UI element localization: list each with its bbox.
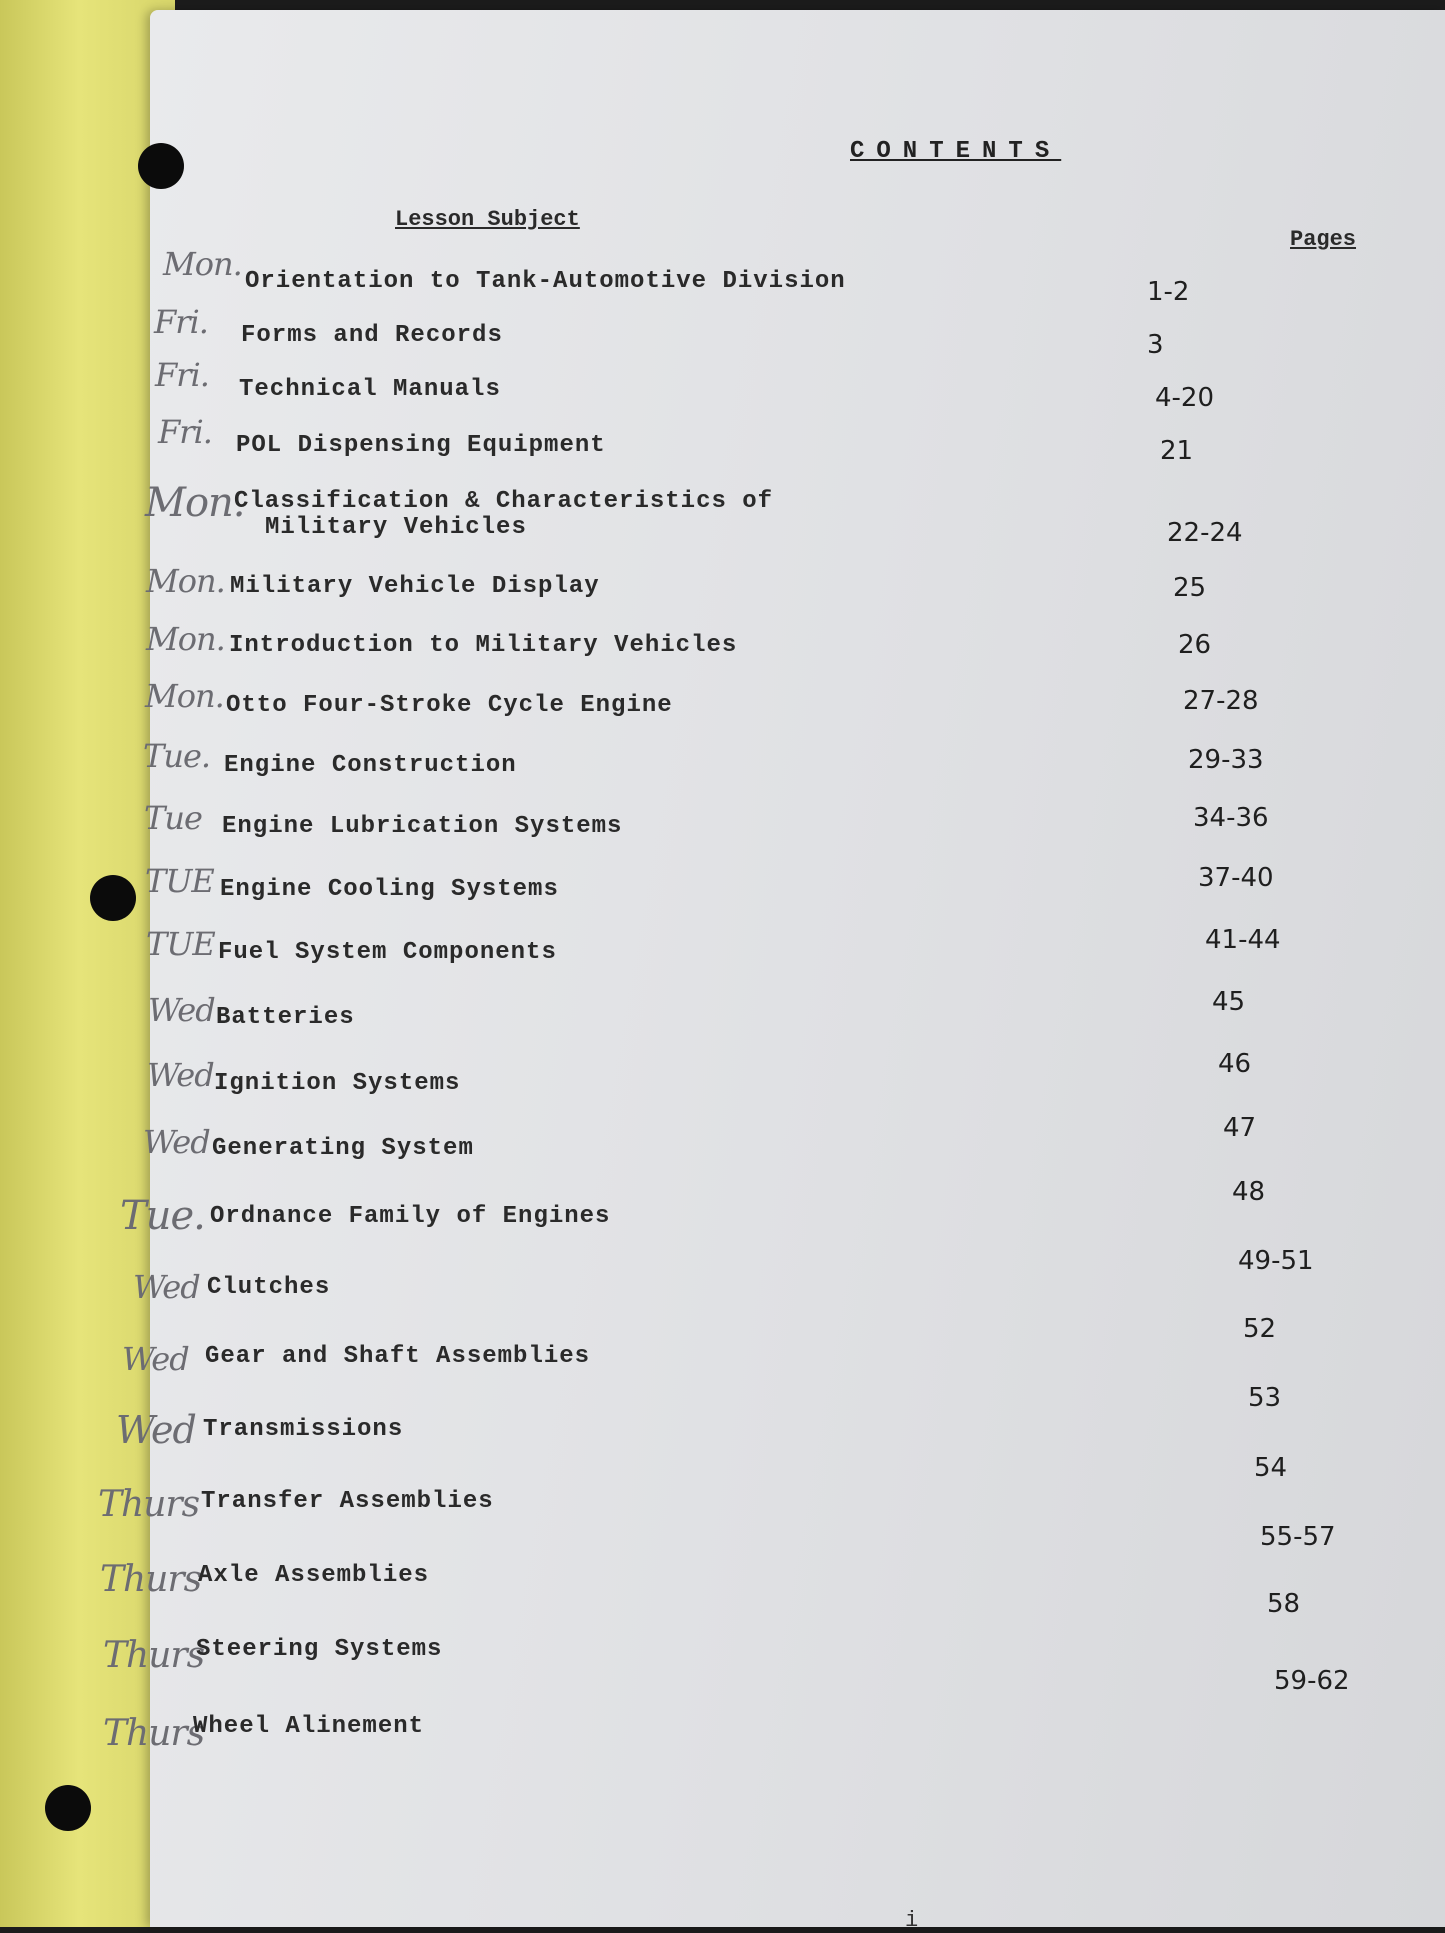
row-subject: Otto Four-Stroke Cycle Engine (226, 692, 673, 719)
row-pages: 29-33 (1188, 745, 1264, 775)
row-day: Fri. (158, 413, 212, 451)
row-day: Thurs (98, 1484, 200, 1525)
row-pages: 52 (1243, 1314, 1277, 1344)
row-subject: Wheel Alinement (193, 1713, 425, 1740)
row-subject: Introduction to Military Vehicles (229, 632, 738, 659)
row-day: Wed (147, 1056, 214, 1094)
row-pages: 21 (1160, 436, 1194, 466)
row-pages: 34-36 (1193, 803, 1269, 833)
row-pages: 22-24 (1167, 518, 1243, 548)
row-day: Tue. (143, 737, 211, 775)
row-subject: Steering Systems (196, 1636, 443, 1663)
row-day: Wed (133, 1268, 200, 1306)
row-pages: 48 (1232, 1177, 1266, 1207)
row-subject: Transfer Assemblies (201, 1488, 494, 1515)
row-subject-continued: Military Vehicles (265, 514, 527, 541)
row-pages: 47 (1223, 1113, 1257, 1143)
row-day: Thurs (100, 1559, 202, 1600)
row-subject: Classification & Characteristics of (234, 488, 774, 515)
column-header-lesson: Lesson Subject (395, 207, 580, 232)
contents-page (98, 10, 1445, 1933)
row-day: Mon. (163, 245, 242, 283)
row-subject: Ignition Systems (214, 1070, 461, 1097)
row-subject: Transmissions (203, 1416, 404, 1443)
row-day: Wed (143, 1123, 210, 1161)
row-subject: Engine Construction (224, 752, 517, 779)
row-pages: 59-62 (1274, 1666, 1350, 1696)
row-pages: 58 (1267, 1589, 1301, 1619)
column-header-pages: Pages (1290, 227, 1357, 252)
row-day: Mon. (146, 562, 225, 600)
row-day: Fri. (155, 356, 209, 394)
row-pages: 53 (1248, 1383, 1282, 1413)
row-subject: Axle Assemblies (198, 1562, 430, 1589)
row-day: TUE (146, 925, 215, 963)
row-subject: Engine Lubrication Systems (222, 813, 623, 840)
page-title: CONTENTS (850, 138, 1062, 165)
row-subject: Technical Manuals (239, 376, 501, 403)
row-day: Mon. (145, 677, 224, 715)
row-day: Wed (148, 991, 215, 1029)
punch-hole-bottom (45, 1785, 91, 1831)
row-subject: Forms and Records (241, 322, 503, 349)
row-pages: 46 (1218, 1049, 1252, 1079)
row-subject: POL Dispensing Equipment (236, 432, 606, 459)
row-day: Thurs (103, 1713, 205, 1754)
row-pages: 37-40 (1198, 863, 1274, 893)
row-day: Fri. (154, 303, 208, 341)
row-pages: 54 (1254, 1453, 1288, 1483)
row-pages: 26 (1178, 630, 1212, 660)
row-day: TUE (145, 862, 214, 900)
punch-hole-middle (90, 875, 136, 921)
row-pages: 27-28 (1183, 686, 1259, 716)
row-day: Mon. (145, 480, 245, 526)
row-subject: Engine Cooling Systems (220, 876, 559, 903)
row-pages: 41-44 (1205, 925, 1281, 955)
row-pages: 4-20 (1155, 383, 1215, 413)
row-day: Mon. (146, 620, 225, 658)
row-day: Wed (116, 1408, 196, 1452)
row-pages: 55-57 (1260, 1522, 1336, 1552)
row-pages: 45 (1212, 987, 1246, 1017)
punch-hole-top (138, 143, 184, 189)
row-day: Wed (122, 1340, 189, 1378)
row-subject: Gear and Shaft Assemblies (205, 1343, 591, 1370)
row-pages: 1-2 (1147, 277, 1190, 307)
row-subject: Military Vehicle Display (230, 573, 600, 600)
row-subject: Ordnance Family of Engines (210, 1203, 611, 1230)
page-number: i (905, 1908, 919, 1933)
row-subject: Batteries (216, 1004, 355, 1031)
row-pages: 25 (1173, 573, 1207, 603)
row-subject: Orientation to Tank-Automotive Division (245, 268, 846, 295)
row-subject: Fuel System Components (218, 939, 557, 966)
row-subject: Clutches (207, 1274, 331, 1301)
row-pages: 3 (1147, 330, 1164, 360)
row-subject: Generating System (212, 1135, 474, 1162)
row-day: Tue (144, 799, 202, 837)
row-day: Tue. (120, 1193, 205, 1239)
row-pages: 49-51 (1238, 1246, 1314, 1276)
row-day: Thurs (103, 1635, 205, 1676)
